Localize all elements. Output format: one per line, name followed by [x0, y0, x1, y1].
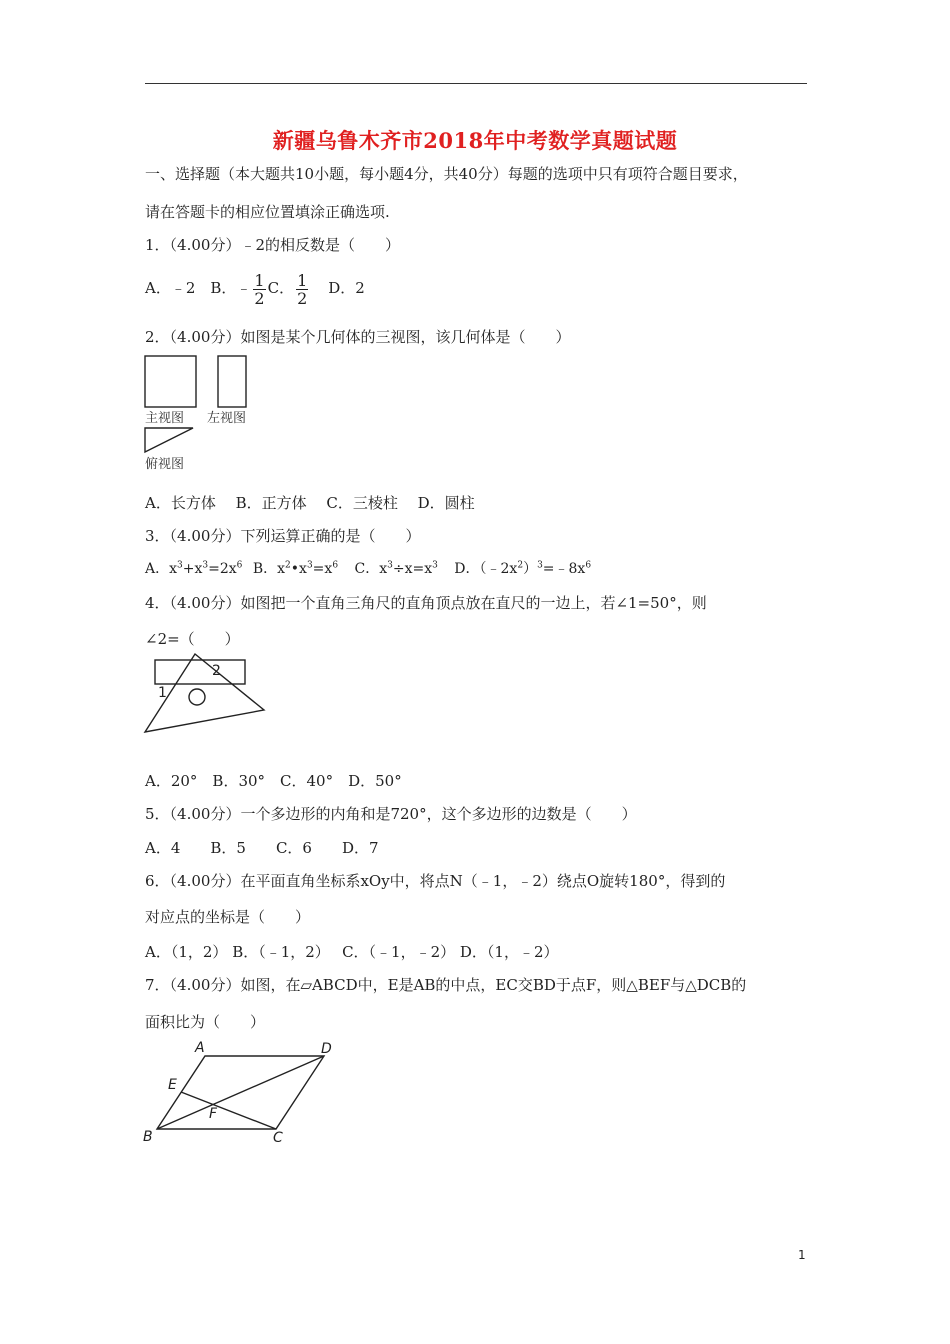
exponent: 3	[432, 560, 438, 571]
q3-a-part2: +x	[182, 561, 203, 577]
q3-b-part3: =x	[312, 561, 333, 577]
q5-options: A．4 B．5 C．6 D．7	[145, 839, 379, 857]
section-intro-line1: 一、选择题（本大题共10小题，每小题4分，共40分）每题的选项中只有项符合题目要求，	[145, 165, 748, 183]
fraction-numerator: 1	[254, 270, 265, 290]
q4-stem-line2: ∠2=（ ）	[145, 630, 240, 648]
exponent: 2	[285, 560, 291, 571]
top-view-label: 俯视图	[145, 457, 185, 472]
exponent: 3	[387, 560, 393, 571]
q3-stem: 3．（4.00分）下列运算正确的是（ ）	[145, 527, 421, 545]
exponent: 6	[332, 560, 339, 571]
q3-d-part3: =﹣8x	[542, 561, 586, 577]
ruler-rect	[155, 660, 245, 684]
q3-c-part2: ÷x=x	[392, 561, 433, 577]
page-title: 新疆乌鲁木齐市2018年中考数学真题试题	[272, 128, 678, 153]
q7-stem-line2: 面积比为（ ）	[145, 1013, 266, 1031]
q3-c-part1: C．x	[354, 561, 388, 577]
page-number: 1	[798, 1248, 806, 1262]
left-view-rect	[218, 356, 246, 407]
q1-option-d: D．2	[328, 279, 365, 297]
q1-stem: 1．（4.00分）﹣2的相反数是（ ）	[145, 236, 400, 254]
exponent: 2	[517, 560, 524, 571]
vertex-d-label: D	[321, 1041, 332, 1057]
q3-b-part1: B．x	[252, 561, 286, 577]
exponent: 3	[306, 560, 313, 571]
exponent: 3	[537, 560, 543, 571]
q1-option-c-label: C．	[267, 279, 295, 297]
q3-b-part2: •x	[290, 561, 307, 577]
angle-1-label: 1	[158, 685, 167, 701]
q4-ruler-triangle-figure	[140, 652, 270, 738]
vertex-c-label: C	[273, 1130, 283, 1146]
q4-options: A．20° B．30° C．40° D．50°	[145, 772, 402, 790]
q6-stem-line2: 对应点的坐标是（ ）	[145, 908, 311, 926]
q1-options	[145, 270, 365, 307]
q1-option-b-fraction	[253, 272, 265, 307]
exponent: 6	[585, 560, 592, 571]
q3-d-part1: D．（﹣2x	[454, 561, 518, 577]
vertex-b-label: B	[143, 1129, 153, 1145]
q2-three-view-figure	[140, 352, 260, 474]
header-rule	[145, 83, 807, 84]
section-intro-line2: 请在答题卡的相应位置填涂正确选项.	[145, 203, 390, 221]
q2-options: A．长方体 B．正方体 C．三棱柱 D．圆柱	[145, 494, 475, 512]
set-square-hole	[189, 689, 205, 705]
exponent: 6	[236, 560, 243, 571]
q3-d-part2: ）	[523, 561, 538, 577]
q3-a-part3: =2x	[208, 561, 237, 577]
q2-stem: 2．（4.00分）如图是某个几何体的三视图，该几何体是（ ）	[145, 328, 571, 346]
q1-option-a-b: A．﹣2 B．﹣	[145, 279, 252, 297]
fraction-denominator: 2	[297, 288, 308, 308]
q7-stem-line1: 7．（4.00分）如图，在▱ABCD中，E是AB的中点，EC交BD于点F，则△BEF与△DCB的	[145, 976, 747, 994]
left-view-label: 左视图	[207, 411, 247, 426]
angle-2-label: 2	[212, 663, 221, 679]
q1-option-c-fraction	[296, 272, 308, 307]
fraction-numerator: 1	[297, 270, 308, 290]
q4-stem-line1: 4．（4.00分）如图把一个直角三角尺的直角顶点放在直尺的一边上，若∠1=50°，则	[145, 594, 707, 612]
q3-options	[145, 558, 591, 578]
exponent: 3	[177, 560, 183, 571]
top-view-triangle	[145, 428, 193, 452]
q7-parallelogram-figure	[140, 1035, 340, 1150]
q5-stem: 5．（4.00分）一个多边形的内角和是720°，这个多边形的边数是（ ）	[145, 805, 637, 823]
front-view-label: 主视图	[145, 411, 185, 426]
exponent: 3	[202, 560, 209, 571]
front-view-square	[145, 356, 196, 407]
q6-stem-line1: 6．（4.00分）在平面直角坐标系xOy中，将点N（﹣1，﹣2）绕点O旋转180°，得到的	[145, 872, 726, 890]
point-e-label: E	[168, 1077, 177, 1093]
fraction-denominator: 2	[254, 288, 265, 308]
q3-a-part1: A．x	[145, 561, 178, 577]
vertex-a-label: A	[195, 1040, 205, 1056]
point-f-label: F	[209, 1106, 218, 1122]
q6-options: A．（1，2） B．（﹣1，2） C．（﹣1，﹣2） D．（1，﹣2）	[145, 943, 559, 961]
